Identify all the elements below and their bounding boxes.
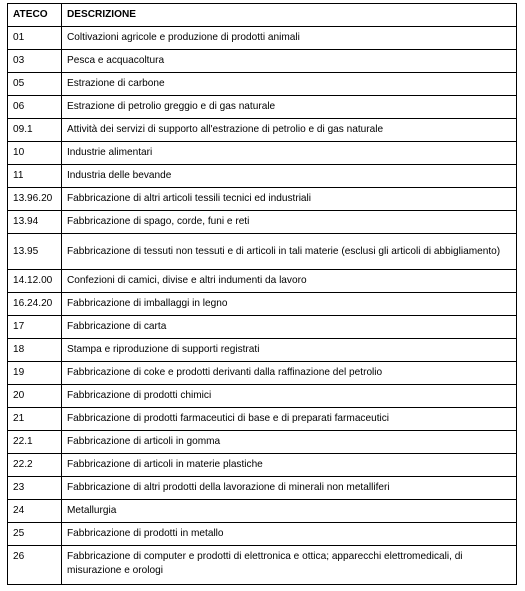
ateco-description: Stampa e riproduzione di supporti registrati [62, 339, 517, 362]
ateco-description: Fabbricazione di altri prodotti della lavorazione di minerali non metalliferi [62, 477, 517, 500]
ateco-description: Attività dei servizi di supporto all'estrazione di petrolio e di gas naturale [62, 119, 517, 142]
table-row [8, 339, 517, 362]
ateco-description: Fabbricazione di coke e prodotti derivanti dalla raffinazione del petrolio [62, 362, 517, 385]
ateco-description: Industrie alimentari [62, 142, 517, 165]
ateco-description: Estrazione di carbone [62, 73, 517, 96]
ateco-code: 03 [8, 50, 62, 73]
ateco-description: Estrazione di petrolio greggio e di gas naturale [62, 96, 517, 119]
table-row [8, 385, 517, 408]
table-row [8, 73, 517, 96]
header-descrizione: DESCRIZIONE [62, 4, 517, 27]
ateco-code: 13.95 [8, 234, 62, 270]
table-row [8, 546, 517, 585]
table-row [8, 50, 517, 73]
table-row [8, 523, 517, 546]
table-row [8, 211, 517, 234]
ateco-description: Fabbricazione di tessuti non tessuti e di articoli in tali materie (esclusi gli articoli di abbigliamento) [62, 234, 517, 270]
ateco-description: Fabbricazione di altri articoli tessili tecnici ed industriali [62, 188, 517, 211]
ateco-code: 06 [8, 96, 62, 119]
table-row [8, 293, 517, 316]
ateco-description: Fabbricazione di articoli in materie plastiche [62, 454, 517, 477]
ateco-code: 16.24.20 [8, 293, 62, 316]
ateco-description: Fabbricazione di prodotti chimici [62, 385, 517, 408]
ateco-code: 13.94 [8, 211, 62, 234]
table-row [8, 96, 517, 119]
ateco-code: 13.96.20 [8, 188, 62, 211]
ateco-description: Fabbricazione di prodotti farmaceutici di base e di preparati farmaceutici [62, 408, 517, 431]
ateco-description: Coltivazioni agricole e produzione di prodotti animali [62, 27, 517, 50]
table-row [8, 142, 517, 165]
ateco-code: 26 [8, 546, 62, 585]
ateco-description: Fabbricazione di imballaggi in legno [62, 293, 517, 316]
table-row [8, 119, 517, 142]
ateco-description: Fabbricazione di prodotti in metallo [62, 523, 517, 546]
table-row [8, 234, 517, 270]
table-row [8, 500, 517, 523]
ateco-code: 05 [8, 73, 62, 96]
table-row [8, 362, 517, 385]
ateco-code: 11 [8, 165, 62, 188]
ateco-description: Fabbricazione di computer e prodotti di elettronica e ottica; apparecchi elettromedicali, di misurazione e orologi [62, 546, 517, 585]
table-row [8, 316, 517, 339]
ateco-description: Fabbricazione di spago, corde, funi e reti [62, 211, 517, 234]
ateco-code: 10 [8, 142, 62, 165]
table-row [8, 454, 517, 477]
header-ateco: ATECO [8, 4, 62, 27]
table-row [8, 408, 517, 431]
ateco-description: Pesca e acquacoltura [62, 50, 517, 73]
ateco-description: Fabbricazione di carta [62, 316, 517, 339]
ateco-code: 22.1 [8, 431, 62, 454]
table-row [8, 477, 517, 500]
ateco-code: 24 [8, 500, 62, 523]
ateco-code: 22.2 [8, 454, 62, 477]
ateco-code: 09.1 [8, 119, 62, 142]
ateco-description: Confezioni di camici, divise e altri indumenti da lavoro [62, 270, 517, 293]
ateco-code: 23 [8, 477, 62, 500]
ateco-code: 19 [8, 362, 62, 385]
ateco-description: Metallurgia [62, 500, 517, 523]
ateco-description: Fabbricazione di articoli in gomma [62, 431, 517, 454]
table-row [8, 270, 517, 293]
ateco-code: 18 [8, 339, 62, 362]
table-row [8, 188, 517, 211]
table-row [8, 27, 517, 50]
table-row [8, 165, 517, 188]
ateco-code: 25 [8, 523, 62, 546]
ateco-code: 21 [8, 408, 62, 431]
ateco-code: 01 [8, 27, 62, 50]
ateco-table-container [7, 3, 516, 585]
table-row [8, 431, 517, 454]
ateco-code: 14.12.00 [8, 270, 62, 293]
ateco-code: 17 [8, 316, 62, 339]
ateco-table [7, 3, 517, 585]
table-header-row [8, 4, 517, 27]
ateco-code: 20 [8, 385, 62, 408]
ateco-description: Industria delle bevande [62, 165, 517, 188]
